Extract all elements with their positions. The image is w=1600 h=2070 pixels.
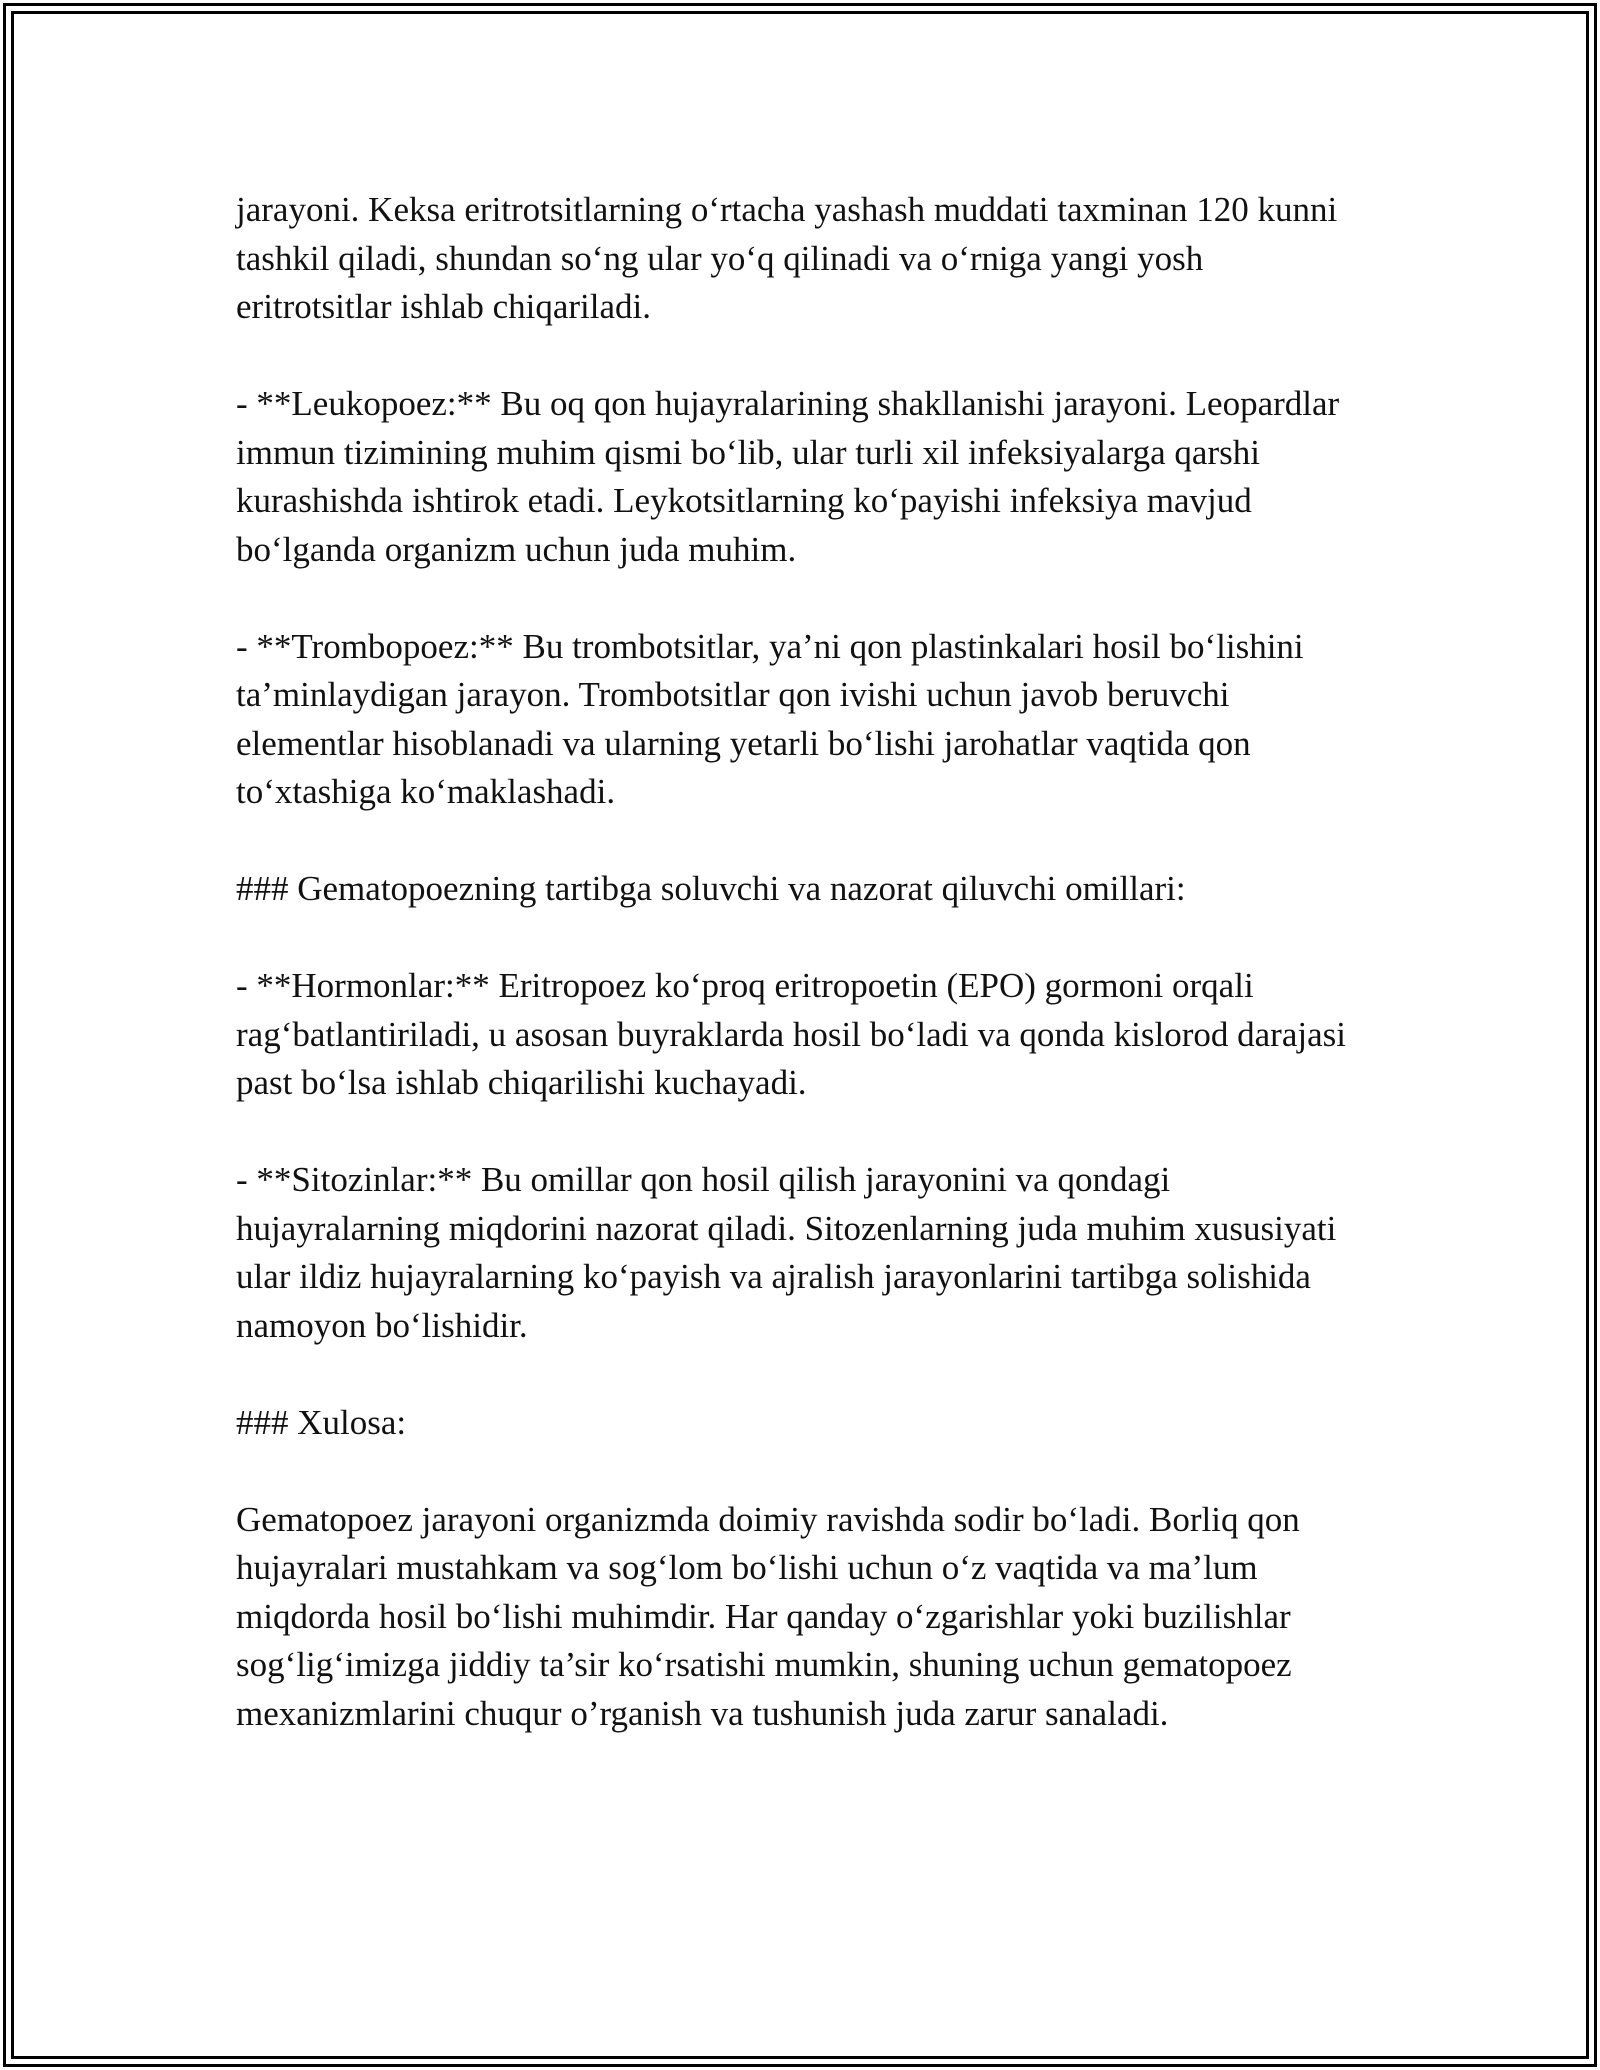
paragraph-erythropoiesis-continuation: jarayoni. Keksa eritrotsitlarning o‘rtacha yashash muddati taxminan 120 kunni tashkil qiladi, shundan so‘ng ular yo‘q qilinadi va o‘rniga yangi yosh eritrotsitlar ishlab chiqariladi. [236, 190, 1338, 326]
heading-conclusion: ### Xulosa: [236, 1402, 407, 1442]
paragraph-leukopoiesis: - **Leukopoez:** Bu oq qon hujayralarining shakllanishi jarayoni. Leopardlar immun tizimining muhim qismi bo‘lib, ular turli xil infeksiyalarga qarshi kurashishda ishtirok etadi. Leykotsitlarning ko‘payishi infeksiya mavjud bo‘lganda organizm uchun juda muhim. [236, 384, 1340, 569]
paragraph-thrombopoiesis: - **Trombopoez:** Bu trombotsitlar, ya’ni qon plastinkalari hosil bo‘lishini ta’minlaydigan jarayon. Trombotsitlar qon ivishi uchun javob beruvchi elementlar hisoblanadi va ularning yetarli bo‘lishi jarohatlar vaqtida qon to‘xtashiga ko‘maklashadi. [236, 626, 1304, 811]
document-body [236, 186, 1366, 1787]
heading-regulating-factors: ### Gematopoezning tartibga soluvchi va nazorat qiluvchi omillari: [236, 869, 1186, 908]
paragraph-cytokines: - **Sitozinlar:** Bu omillar qon hosil qilish jarayonini va qondagi hujayralarning miqdorini nazorat qiladi. Sitozenlarning juda muhim xususiyati ular ildiz hujayralarning ko‘payish va ajralish jarayonlarini tartibga solishida namoyon bo‘lishidir. [236, 1160, 1337, 1345]
paragraph-hormones: - **Hormonlar:** Eritropoez ko‘proq eritropoetin (EPO) gormoni orqali rag‘batlantiriladi, u asosan buyraklarda hosil bo‘ladi va qonda kislorod darajasi past bo‘lsa ishlab chiqarilishi kuchayadi. [236, 966, 1346, 1102]
paragraph-conclusion: Gematopoez jarayoni organizmda doimiy ravishda sodir bo‘ladi. Borliq qon hujayralari mustahkam va sog‘lom bo‘lishi uchun o‘z vaqtida va ma’lum miqdorda hosil bo‘lishi muhimdir. Har qanday o‘zgarishlar yoki buzilishlar sog‘lig‘imizga jiddiy ta’sir ko‘rsatishi mumkin, shuning uchun gematopoez mexanizmlarini chuqur o’rganish va tushunish juda zarur sanaladi. [236, 1499, 1300, 1733]
